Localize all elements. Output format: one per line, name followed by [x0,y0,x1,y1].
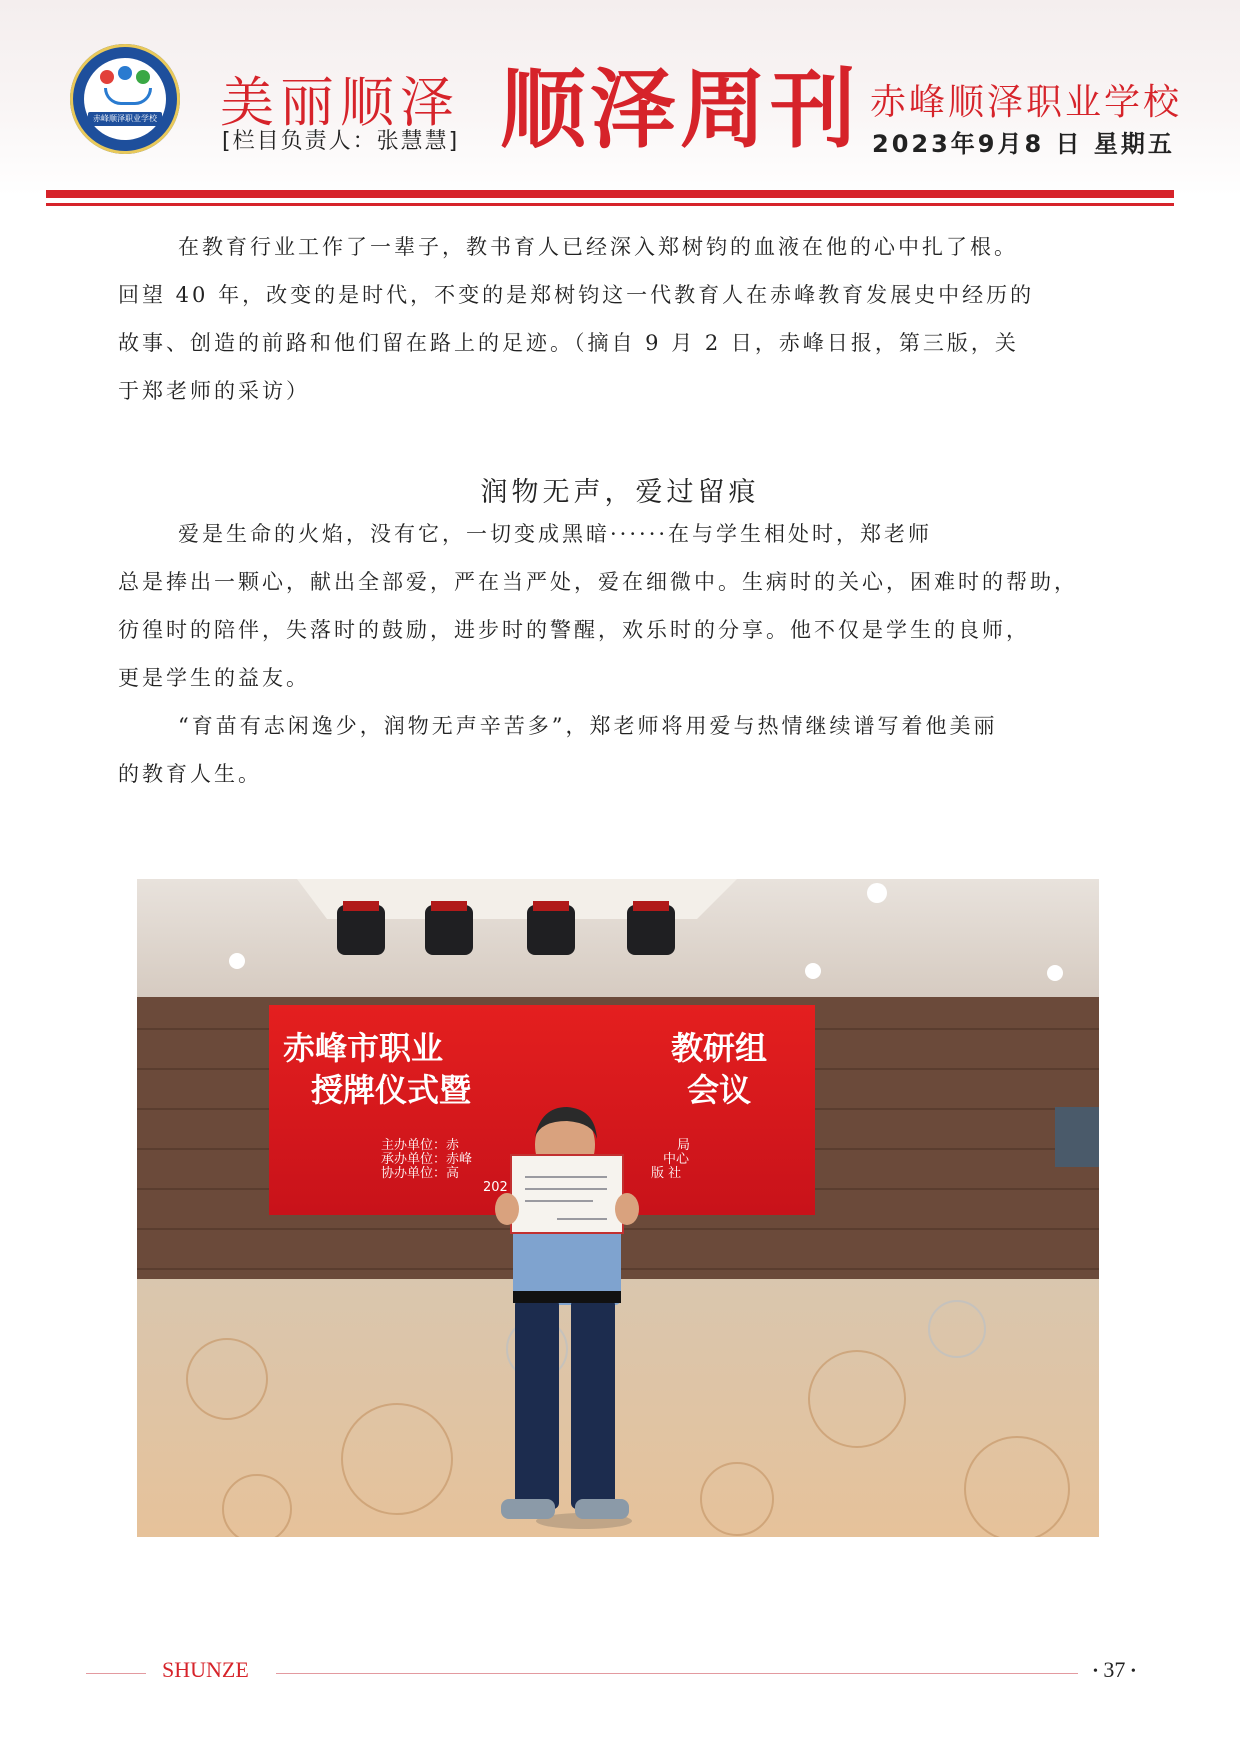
banner-small-text: 主办单位：赤 [381,1138,460,1153]
bullet-icon: • [1130,1663,1136,1679]
text-line: 彷徨时的陪伴，失落时的鼓励，进步时的警醒，欢乐时的分享。他不仅是学生的良师， [118,618,1030,642]
footer-rule-right [276,1673,1078,1674]
banner-text: 会议 [687,1071,752,1109]
intro-paragraph [118,223,1120,415]
text-line: 回望 40 年，改变的是时代，不变的是郑树钧这一代教育人在赤峰教育发展史中经历的 [118,283,1035,307]
banner-small-text: 中心 [663,1152,690,1167]
award-photo [137,879,1099,1537]
column-name: 美丽顺泽 [220,71,460,134]
banner-text: 教研组 [671,1029,768,1067]
page-number-value: 37 [1103,1657,1126,1682]
banner-small-text: 202 [483,1180,508,1195]
banner-small-text: 版 社 [651,1166,682,1181]
header-rule-thick [46,190,1174,198]
text-line: 故事、创造的前路和他们留在路上的足迹。（摘自 9 月 2 日，赤峰日报，第三版，关 [118,331,1019,355]
banner-small-text: 局 [677,1138,691,1153]
banner-text: 赤峰市职业 [283,1029,444,1067]
column-editor: [栏目负责人：张慧慧] [222,129,460,154]
masthead-title: 顺泽周刊 [500,60,860,160]
header-rule-thin [46,203,1174,206]
banner-text: 授牌仪式暨 [311,1071,472,1109]
section-title: 润物无声，爱过留痕 [480,477,760,508]
page-number [1093,1657,1136,1683]
text-line: 总是捧出一颗心，献出全部爱，严在当严处，爱在细微中。生病时的关心，困难时的帮助， [118,570,1078,594]
school-name: 赤峰顺泽职业学校 [870,82,1183,123]
logo-text: 赤峰顺泽职业学校 [93,114,157,123]
footer-brand: SHUNZE [162,1657,249,1682]
text-line: 的教育人生。 [118,762,262,786]
photo-illustration [137,879,1099,1537]
paragraph-love [118,510,1120,702]
paragraph-closing [118,702,1120,798]
text-line: 于郑老师的采访） [118,379,310,403]
footer-rule-left [86,1673,146,1674]
text-line: “育苗有志闲逸少，润物无声辛苦多”，郑老师将用爱与热情继续谱写着他美丽 [178,714,998,738]
school-logo [70,44,180,154]
issue-date: 2023年9月8 日 星期五 [872,130,1175,158]
text-line: 在教育行业工作了一辈子，教书育人已经深入郑树钧的血液在他的心中扎了根。 [178,235,1018,259]
text-line: 更是学生的益友。 [118,666,310,690]
bullet-icon: • [1093,1663,1098,1679]
banner-small-text: 协办单位：高 [381,1166,460,1181]
banner-small-text: 承办单位：赤峰 [381,1152,473,1167]
text-line: 爱是生命的火焰，没有它，一切变成黑暗······在与学生相处时，郑老师 [178,522,933,546]
